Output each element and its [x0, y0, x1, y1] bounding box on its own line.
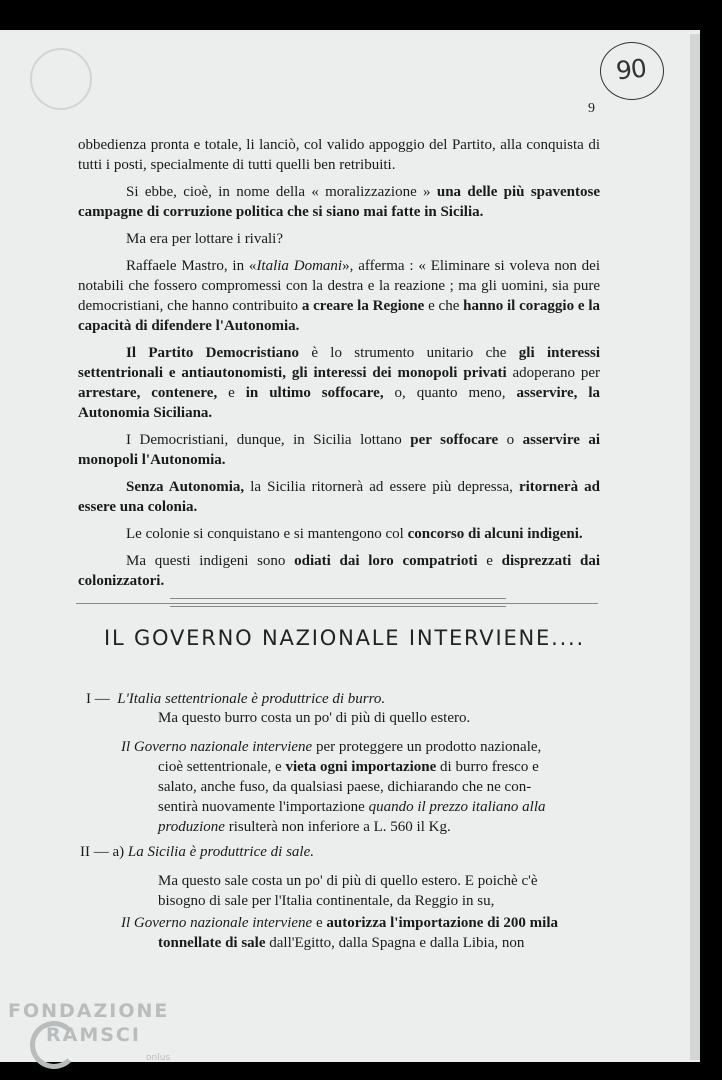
paragraph-3: Ma era per lottare i rivali? [126, 231, 284, 247]
paragraph-2: Si ebbe, cioè, in nome della « moralizzazione » una delle più spaventose campagne di corruzione politica che si siano mai fatte in Sicilia. [78, 184, 601, 220]
paragraph-1: obbedienza pronta e totale, li lanciò, col valido appoggio del Partito, alla conquista di tutti i posti, specialmente di tutti quelli ben retribuiti. [78, 137, 600, 173]
page-number: 9 [588, 101, 595, 116]
section-1-gov: Il Governo nazionale interviene per proteggere un prodotto nazionale, [121, 739, 542, 755]
divider-bottom [170, 606, 506, 607]
watermark-logo: FONDAZIONE RAMSCI onlus [8, 1000, 169, 1046]
watermark-g-icon [30, 1021, 78, 1069]
section-1-l3: salato, anche fuso, da qualsiasi paese, dichiarando che ne con- [158, 779, 532, 795]
section-2-title: La Sicilia è produttrice di sale. [127, 844, 314, 860]
section-2-gov: Il Governo nazionale interviene e autorizza l'importazione di 200 mila [121, 915, 559, 931]
page-edge [690, 34, 700, 1060]
section-1-title: L'Italia settentrionale è produttrice di burro. [117, 691, 386, 707]
section-heading: IL GOVERNO NAZIONALE INTERVIENE.... [104, 626, 585, 650]
main-text [78, 135, 600, 598]
section-1-label: I — L'Italia settentrionale è produttrice di burro. [86, 691, 386, 707]
paragraph-8: Le colonie si conquistano e si mantengono col concorso di alcuni indigeni. [126, 526, 583, 542]
divider-top [170, 598, 506, 599]
faded-stamp [30, 48, 92, 110]
handwritten-page-number: 90 [614, 53, 648, 86]
section-1-line2: Ma questo burro costa un po' di più di quello estero. [158, 710, 471, 726]
section-1-l5: produzione risulterà non inferiore a L. 560 il Kg. [158, 819, 451, 835]
section-2-label: II — a) La Sicilia è produttrice di sale. [80, 844, 314, 860]
paragraph-7: Senza Autonomia, la Sicilia ritornerà ad essere più depressa, ritornerà ad essere una colonia. [78, 479, 601, 515]
paragraph-5: Il Partito Democristiano è lo strumento unitario che gli interessi settentrionali e antiautonomisti, gli interessi dei monopoli privati adoperano per arrestare, contenere, e in ultimo soffocare, o, quanto meno, asservire, la Autonomia Siciliana. [78, 345, 601, 421]
section-1-l4: sentirà nuovamente l'importazione quando il prezzo italiano alla [158, 799, 546, 815]
section-2-l2: tonnellate di sale dall'Egitto, dalla Spagna e dalla Libia, non [158, 935, 525, 951]
divider-middle [76, 603, 598, 604]
section-1-l2: cioè settentrionale, e vieta ogni importazione di burro fresco e [158, 759, 539, 775]
section-2-line3: bisogno di sale per l'Italia continentale, da Reggio in su, [158, 893, 495, 909]
paragraph-4: Raffaele Mastro, in «Italia Domani», afferma : « Eliminare si voleva non dei notabili che fossero compromessi con la destra e la reazione ; ma gli uomini, sia pure democristiani, che hanno contribuito a creare la Regione e che hanno il coraggio e la capacità di difendere l'Autonomia. [78, 258, 601, 334]
paragraph-6: I Democristiani, dunque, in Sicilia lottano per soffocare o asservire ai monopoli l'Autonomia. [78, 432, 601, 468]
paragraph-9: Ma questi indigeni sono odiati dai loro compatrioti e disprezzati dai colonizzatori. [78, 553, 601, 589]
section-2-line2: Ma questo sale costa un po' di più di quello estero. E poichè c'è [158, 873, 538, 889]
